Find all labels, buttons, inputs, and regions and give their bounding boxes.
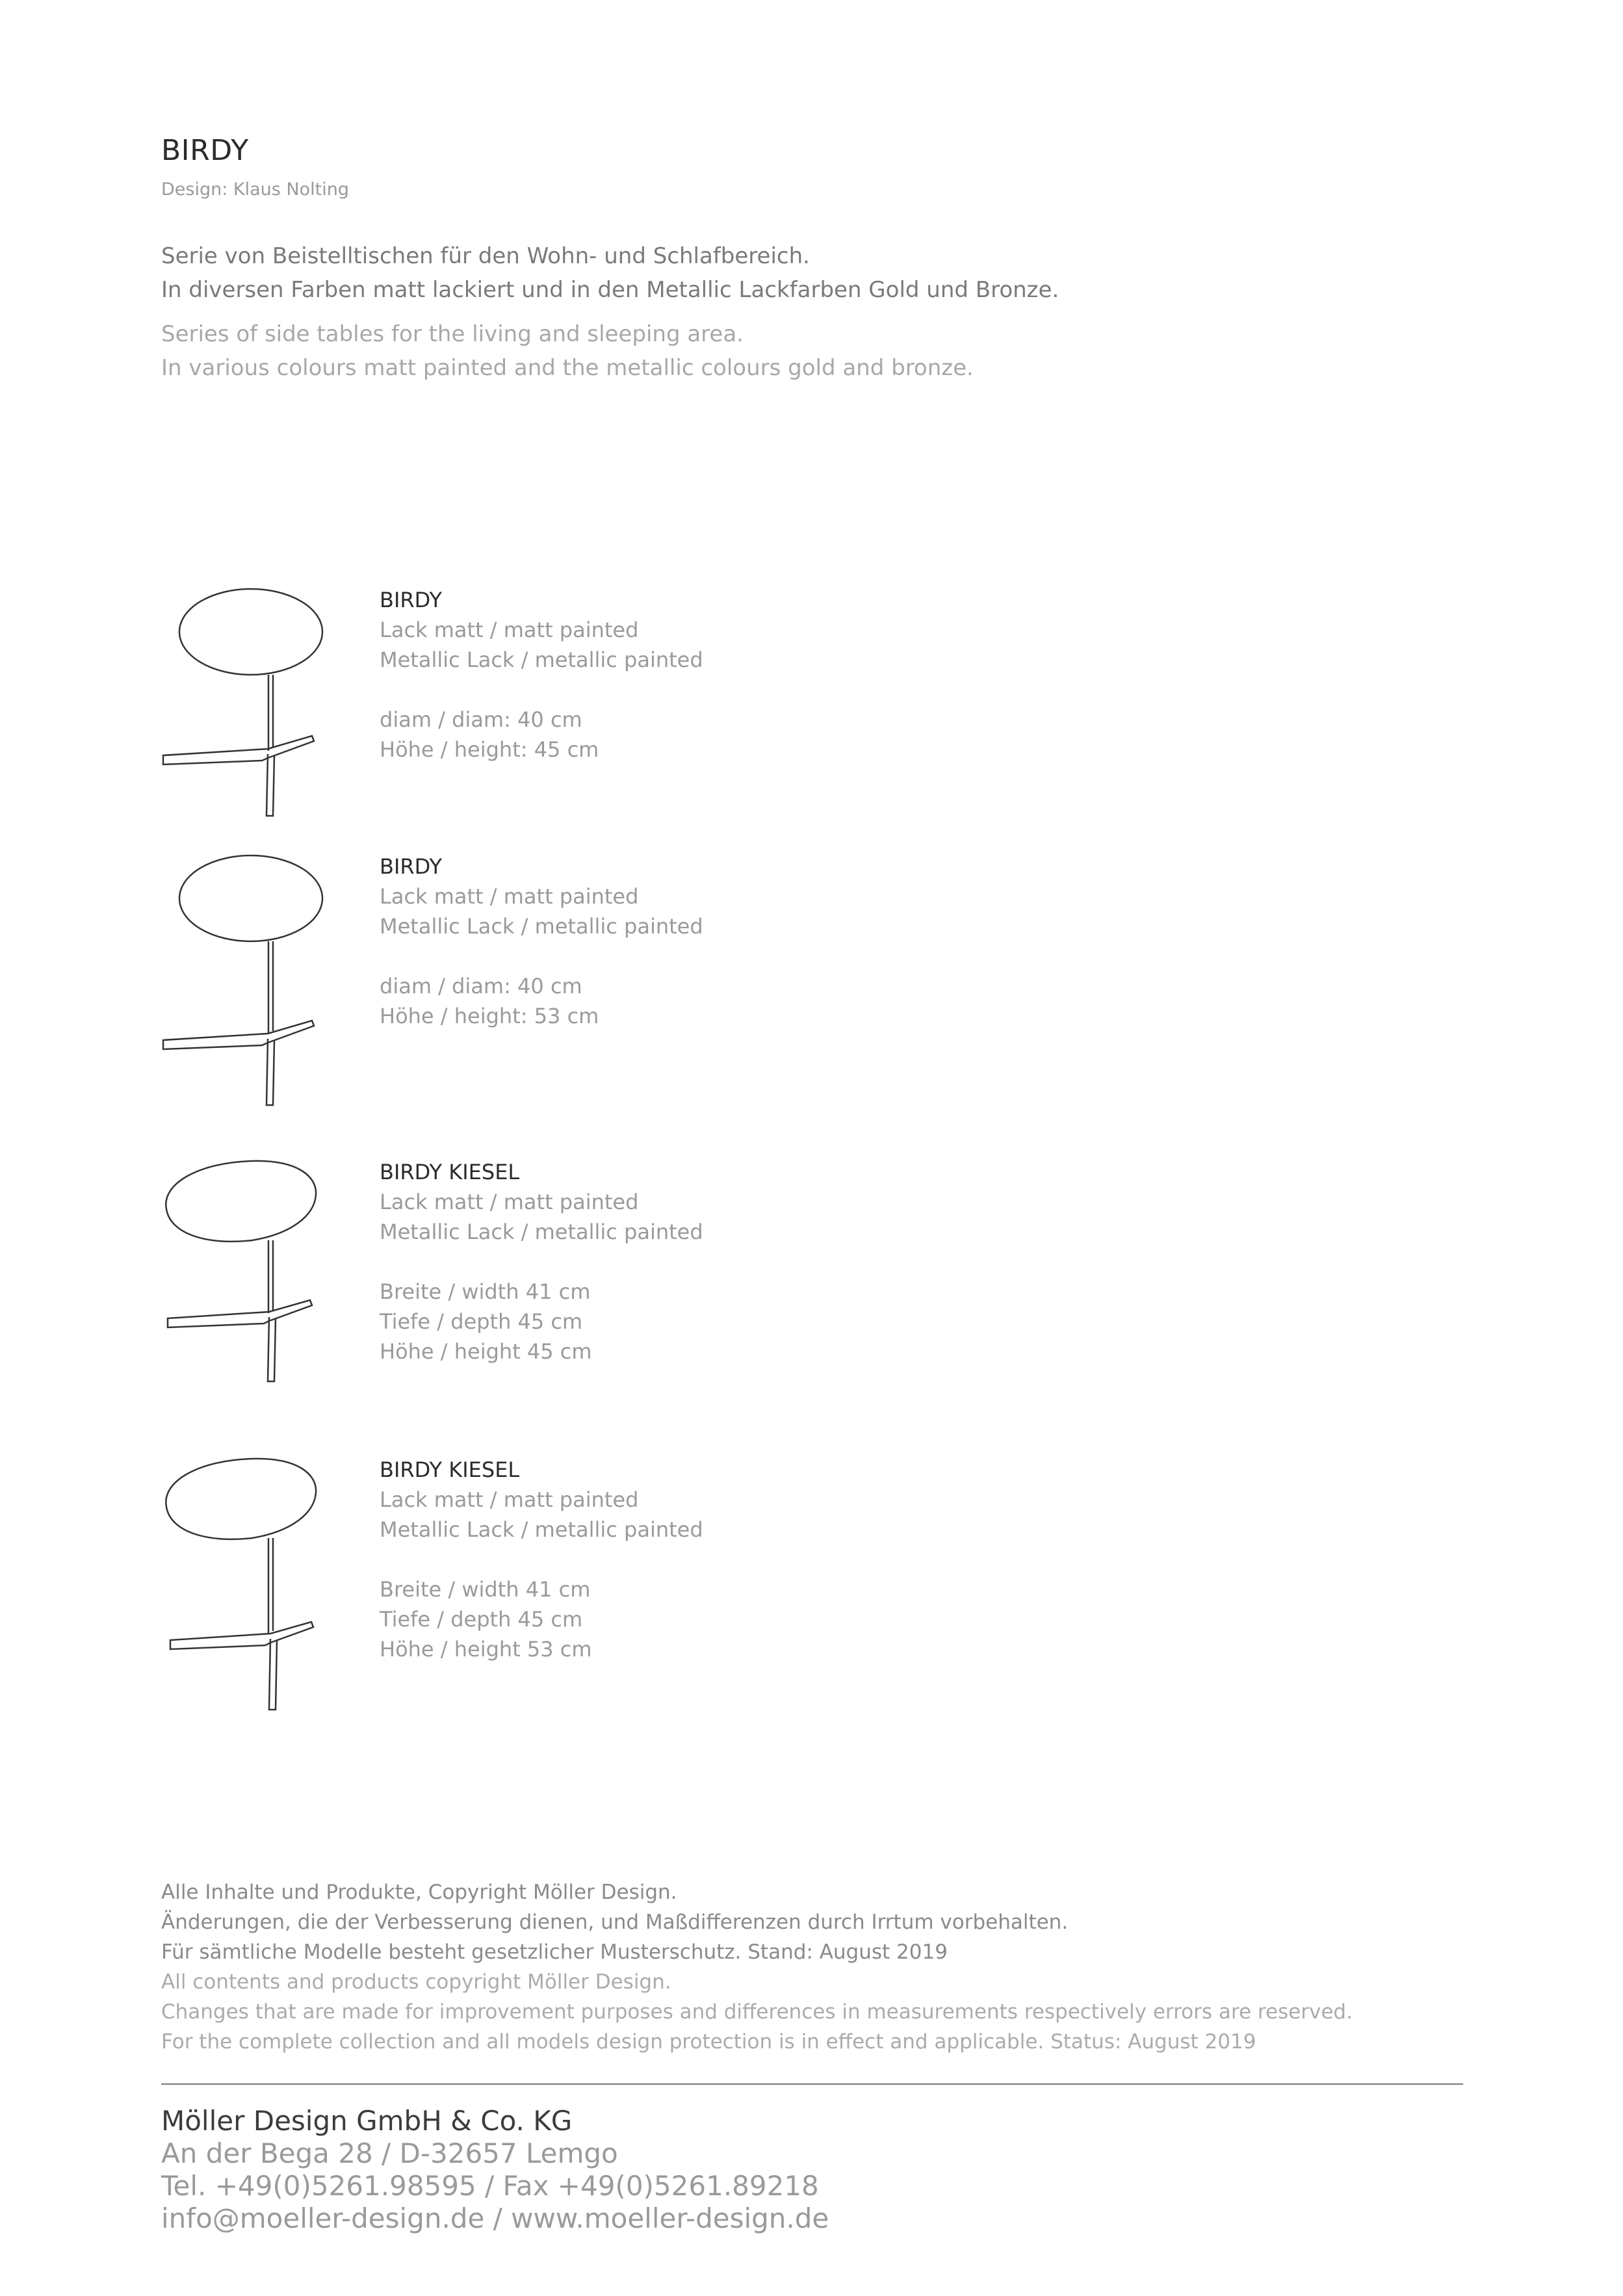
dimension: Tiefe / depth 45 cm — [380, 1607, 583, 1632]
finish-matt: Lack matt / matt painted — [380, 618, 639, 642]
page-title: BIRDY — [161, 134, 249, 167]
product-card — [161, 1455, 1071, 1728]
product-card — [161, 1157, 1071, 1430]
dimension: diam / diam: 40 cm — [380, 974, 582, 998]
product-card — [161, 852, 1071, 1125]
designer-credit: Design: Klaus Nolting — [161, 179, 349, 200]
legal-line-en: Changes that are made for improvement purposes and differences in measurements respectively errors are reserved. — [161, 2000, 1353, 2024]
finish-metallic: Metallic Lack / metallic painted — [380, 914, 703, 939]
intro-german — [161, 239, 1059, 307]
product-name: BIRDY KIESEL — [380, 1457, 520, 1482]
legal-line-en: All contents and products copyright Möller Design. — [161, 1970, 671, 1994]
product-name: BIRDY KIESEL — [380, 1160, 520, 1184]
dimension: Höhe / height 53 cm — [380, 1637, 592, 1662]
intro-english — [161, 317, 974, 385]
product-card — [161, 585, 1071, 858]
legal-line-de: Alle Inhalte und Produkte, Copyright Möller Design. — [161, 1881, 677, 1904]
intro-de-line: In diversen Farben matt lackiert und in den Metallic Lackfarben Gold und Bronze. — [161, 277, 1059, 303]
product-name: BIRDY — [380, 588, 443, 612]
company-info — [161, 2105, 829, 2235]
dimension: Breite / width 41 cm — [380, 1577, 591, 1602]
intro-en-line: Series of side tables for the living and sleeping area. — [161, 321, 744, 347]
table-drawing-round — [161, 852, 356, 1112]
finish-matt: Lack matt / matt painted — [380, 1190, 639, 1214]
dimension: Tiefe / depth 45 cm — [380, 1309, 583, 1334]
legal-line-de: Für sämtliche Modelle besteht gesetzlicher Musterschutz. Stand: August 2019 — [161, 1940, 948, 1964]
finish-metallic: Metallic Lack / metallic painted — [380, 1220, 703, 1244]
finish-matt: Lack matt / matt painted — [380, 1487, 639, 1512]
table-drawing-round — [161, 585, 356, 832]
legal-line-en: For the complete collection and all models design protection is in effect and applicable. Status: August 2019 — [161, 2030, 1256, 2054]
company-address: An der Bega 28 / D-32657 Lemgo — [161, 2137, 618, 2169]
table-drawing-pebble — [161, 1455, 356, 1728]
company-name: Möller Design GmbH & Co. KG — [161, 2105, 573, 2137]
dimension: Höhe / height: 53 cm — [380, 1004, 599, 1028]
finish-matt: Lack matt / matt painted — [380, 884, 639, 909]
finish-metallic: Metallic Lack / metallic painted — [380, 647, 703, 672]
legal-notice — [161, 1877, 1353, 2057]
company-web[interactable]: info@moeller-design.de / www.moeller-design.de — [161, 2202, 829, 2234]
dimension: diam / diam: 40 cm — [380, 707, 582, 732]
footer-divider — [161, 2083, 1463, 2085]
dimension: Höhe / height: 45 cm — [380, 737, 599, 762]
legal-line-de: Änderungen, die der Verbesserung dienen, und Maßdifferenzen durch Irrtum vorbehalten. — [161, 1911, 1069, 1934]
finish-metallic: Metallic Lack / metallic painted — [380, 1517, 703, 1542]
dimension: Höhe / height 45 cm — [380, 1339, 592, 1364]
intro-de-line: Serie von Beistelltischen für den Wohn- und Schlafbereich. — [161, 243, 810, 269]
table-drawing-pebble — [161, 1157, 356, 1404]
company-phone: Tel. +49(0)5261.98595 / Fax +49(0)5261.89218 — [161, 2170, 819, 2202]
product-name: BIRDY — [380, 854, 443, 879]
dimension: Breite / width 41 cm — [380, 1279, 591, 1304]
intro-en-line: In various colours matt painted and the metallic colours gold and bronze. — [161, 355, 974, 381]
